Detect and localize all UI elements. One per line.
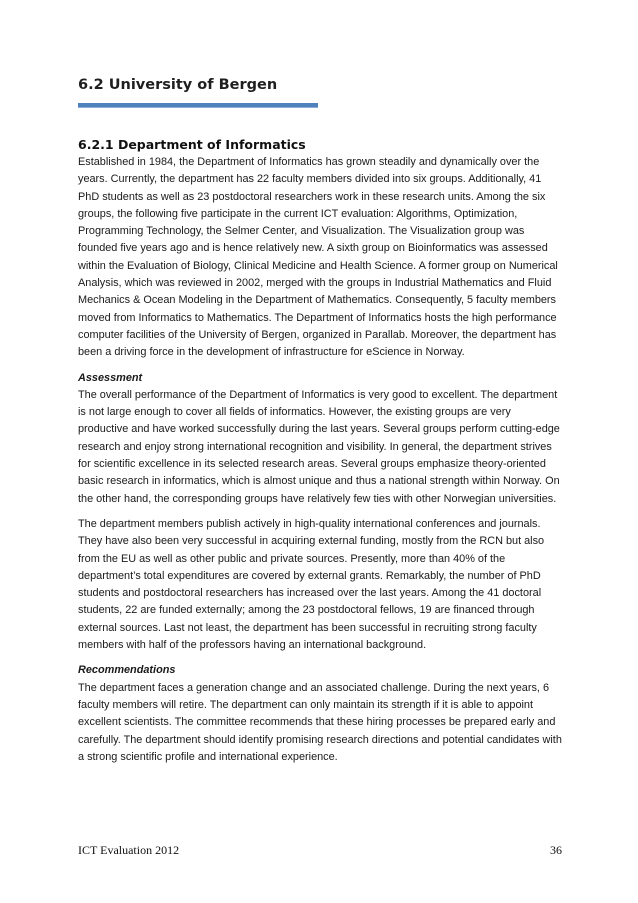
page-number: 36	[550, 843, 562, 857]
assessment-paragraph-1: The overall performance of the Department of Informatics is very good to excellent. The department is not large enough to cover all fields of informatics. However, the existing groups are very productive and have worked successfully during the last years. Several groups perform cutting-edge research and enjoy strong international recognition and visibility. In general, the department strives for scientific excellence in its selected research areas. Several groups emphasize theory-oriented basic research in informatics, which is almost unique and thus a national strength within Norway. On the other hand, the corresponding groups have relatively few ties with other Norwegian universities.	[78, 388, 560, 505]
assessment-paragraph-2: The department members publish actively in high-quality international conferences and journals. They have also been very successful in acquiring external funding, mostly from the RCN but also from the EU as well as other public and private sources. Presently, more than 40% of the department’s total expenditures are covered by external grants. Remarkably, the number of PhD students and postdoctoral researchers has increased over the last years. Among the 41 doctoral students, 22 are funded externally; among the 23 postdoctoral fellows, 19 are financed through external sources. Last not least, the department has been successful in recruiting strong faculty members with half of the professors having an international background.	[78, 517, 545, 652]
assessment-block	[78, 370, 562, 508]
footer-left-text: ICT Evaluation 2012	[78, 843, 180, 857]
recommendations-heading: Recommendations	[78, 664, 176, 677]
recommendations-paragraph: The department faces a generation change and an associated challenge. During the next years, 6 faculty members will retire. The department can only maintain its strength if it is able to appoint excellent scientists. The committee recommends that these hiring processes be prepared early and carefully. The department should identify promising research directions and potential candidates with a strong scientific profile and international experience.	[78, 681, 562, 763]
intro-paragraph: Established in 1984, the Department of Informatics has grown steadily and dynamically over the years. Currently, the department has 22 faculty members divided into six groups. Additionally, 41 PhD students as well as 23 postdoctoral researchers work in these research units. Among the six groups, the following five participate in the current ICT evaluation: Algorithms, Optimization, Programming Technology, the Selmer Center, and Visualization. The Visualization group was founded five years ago and is hence relatively new. A sixth group on Bioinformatics was assessed within the Evaluation of Biology, Clinical Medicine and Health Science. A former group on Numerical Analysis, which was reviewed in 2002, merged with the groups in Industrial Mathematics and Fluid Mechanics & Ocean Modeling in the Department of Mathematics. Consequently, 5 faculty members moved from Informatics to Mathematics. The Department of Informatics hosts the high performance computer facilities of the University of Bergen, organized in Parallab. Moreover, the department has been a driving force in the development of infrastructure for eScience in Norway.	[78, 156, 558, 359]
assessment-heading: Assessment	[78, 371, 143, 384]
recommendations-block	[78, 662, 562, 766]
page-footer	[78, 843, 562, 858]
section-title: 6.2 University of Bergen	[78, 77, 278, 93]
subsection-title: 6.2.1 Department of Informatics	[78, 137, 306, 152]
body-text	[78, 154, 562, 774]
title-underline-rule	[78, 103, 318, 108]
